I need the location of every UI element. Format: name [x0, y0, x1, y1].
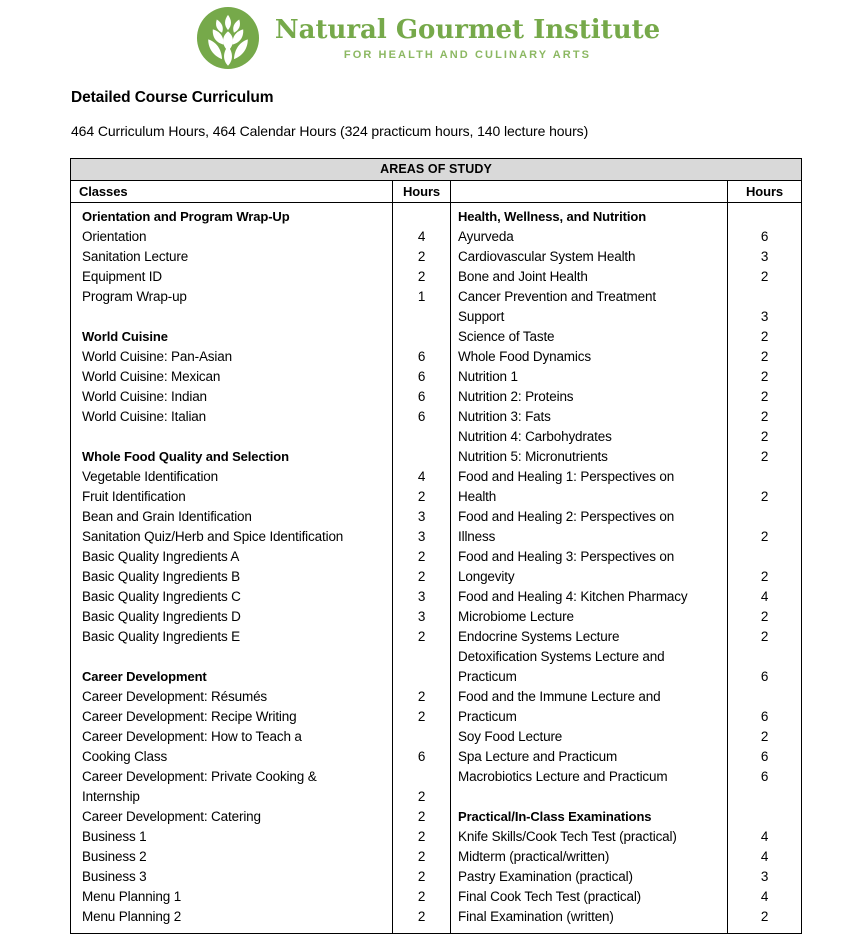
- list-item: Nutrition 4: Carbohydrates: [458, 429, 612, 444]
- column-header-hours-left: Hours: [393, 181, 451, 203]
- hours-value: 3: [760, 249, 769, 264]
- list-item: Practicum: [458, 669, 517, 684]
- hours-value: 2: [417, 689, 426, 704]
- list-item: Internship: [82, 789, 140, 804]
- hours-value: [393, 727, 450, 747]
- hours-value: 2: [417, 629, 426, 644]
- list-item: Science of Taste: [458, 329, 555, 344]
- list-item: Basic Quality Ingredients E: [82, 629, 241, 644]
- hours-value: [393, 307, 450, 327]
- list-item: Career Development: Private Cooking &: [82, 769, 317, 784]
- list-item: Endocrine Systems Lecture: [458, 629, 620, 644]
- hours-value: [728, 787, 801, 807]
- list-item: Nutrition 1: [458, 369, 518, 384]
- list-item: Business 3: [82, 869, 147, 884]
- list-item: Menu Planning 2: [82, 909, 182, 924]
- list-item: Career Development: [82, 669, 207, 684]
- hours-value: 2: [417, 809, 426, 824]
- hours-value: 4: [417, 229, 426, 244]
- list-item: World Cuisine: Mexican: [82, 369, 221, 384]
- list-item: Menu Planning 1: [82, 889, 182, 904]
- hours-value: 2: [760, 269, 769, 284]
- list-item: Nutrition 5: Micronutrients: [458, 449, 608, 464]
- list-item: [71, 307, 392, 327]
- list-item: Orientation: [82, 229, 147, 244]
- hours-value: [728, 547, 801, 567]
- list-item: Career Development: Recipe Writing: [82, 709, 297, 724]
- hours-value: [393, 427, 450, 447]
- page-subtitle: 464 Curriculum Hours, 464 Calendar Hours (324 practicum hours, 140 lecture hours): [71, 123, 589, 139]
- right-classes-cell: [451, 203, 728, 934]
- table-body-row: [71, 203, 802, 934]
- hours-value: [393, 667, 450, 687]
- hours-value: 6: [417, 389, 426, 404]
- list-item: [451, 787, 727, 807]
- column-header-classes-left: Classes: [71, 181, 393, 203]
- list-item: Sanitation Lecture: [82, 249, 189, 264]
- table-header-row: [71, 181, 802, 203]
- hours-value: 2: [417, 869, 426, 884]
- hours-value: 2: [760, 529, 769, 544]
- list-item: Career Development: Catering: [82, 809, 261, 824]
- list-item: Illness: [458, 529, 496, 544]
- hours-value: 4: [760, 829, 769, 844]
- hours-value: [728, 287, 801, 307]
- brand-header: [0, 0, 845, 76]
- list-item: Food and Healing 4: Kitchen Pharmacy: [458, 589, 688, 604]
- hours-value: 2: [417, 889, 426, 904]
- hours-value: [393, 327, 450, 347]
- list-item: World Cuisine: Pan-Asian: [82, 349, 232, 364]
- brand-name: Natural Gourmet Institute: [274, 14, 661, 45]
- right-classes-list: [451, 207, 727, 927]
- left-classes-list: [71, 207, 392, 927]
- list-item: Nutrition 2: Proteins: [458, 389, 574, 404]
- hours-value: 3: [760, 869, 769, 884]
- right-hours-list: [728, 207, 801, 927]
- list-item: Support: [458, 309, 505, 324]
- hours-value: 6: [417, 409, 426, 424]
- hours-value: 2: [417, 549, 426, 564]
- list-item: Orientation and Program Wrap-Up: [82, 209, 290, 224]
- column-header-hours-right: Hours: [728, 181, 802, 203]
- hours-value: 1: [417, 289, 426, 304]
- column-header-classes-right: [451, 181, 728, 203]
- hours-value: 4: [760, 589, 769, 604]
- hours-value: 6: [417, 369, 426, 384]
- hours-value: 6: [760, 229, 769, 244]
- list-item: Business 1: [82, 829, 147, 844]
- list-item: Whole Food Dynamics: [458, 349, 591, 364]
- list-item: World Cuisine: Italian: [82, 409, 207, 424]
- hours-value: 2: [417, 789, 426, 804]
- hours-value: [393, 767, 450, 787]
- list-item: Knife Skills/Cook Tech Test (practical): [458, 829, 677, 844]
- list-item: Cancer Prevention and Treatment: [458, 289, 656, 304]
- areas-of-study-banner: AREAS OF STUDY: [71, 159, 802, 181]
- page-title: Detailed Course Curriculum: [71, 89, 274, 106]
- list-item: Final Examination (written): [458, 909, 614, 924]
- hours-value: 3: [417, 609, 426, 624]
- list-item: Equipment ID: [82, 269, 162, 284]
- hours-value: 2: [760, 449, 769, 464]
- list-item: [71, 427, 392, 447]
- hours-value: 2: [760, 729, 769, 744]
- hours-value: 2: [760, 569, 769, 584]
- list-item: Food and Healing 3: Perspectives on: [458, 549, 675, 564]
- hours-value: 2: [417, 829, 426, 844]
- hours-value: [728, 207, 801, 227]
- list-item: Midterm (practical/written): [458, 849, 610, 864]
- hours-value: 3: [417, 589, 426, 604]
- list-item: Cooking Class: [82, 749, 168, 764]
- list-item: Whole Food Quality and Selection: [82, 449, 289, 464]
- list-item: Longevity: [458, 569, 515, 584]
- list-item: Detoxification Systems Lecture and: [458, 649, 665, 664]
- hours-value: [728, 507, 801, 527]
- list-item: Basic Quality Ingredients B: [82, 569, 241, 584]
- hours-value: 2: [760, 609, 769, 624]
- right-hours-cell: [728, 203, 802, 934]
- list-item: Pastry Examination (practical): [458, 869, 633, 884]
- list-item: Basic Quality Ingredients C: [82, 589, 241, 604]
- list-item: Nutrition 3: Fats: [458, 409, 551, 424]
- list-item: Bone and Joint Health: [458, 269, 588, 284]
- hours-value: 2: [760, 429, 769, 444]
- list-item: Business 2: [82, 849, 147, 864]
- list-item: Ayurveda: [458, 229, 514, 244]
- table-banner-row: [71, 159, 802, 181]
- hours-value: 4: [760, 889, 769, 904]
- hours-value: 2: [760, 349, 769, 364]
- list-item: Vegetable Identification: [82, 469, 219, 484]
- list-item: Career Development: Résumés: [82, 689, 268, 704]
- hours-value: 2: [417, 249, 426, 264]
- hours-value: 3: [417, 529, 426, 544]
- hours-value: 3: [760, 309, 769, 324]
- list-item: Macrobiotics Lecture and Practicum: [458, 769, 668, 784]
- left-hours-list: [393, 207, 450, 927]
- hours-value: 2: [760, 409, 769, 424]
- hours-value: 2: [760, 389, 769, 404]
- list-item: Cardiovascular System Health: [458, 249, 636, 264]
- hours-value: [728, 647, 801, 667]
- hours-value: 2: [417, 269, 426, 284]
- hours-value: 2: [417, 909, 426, 924]
- hours-value: 6: [417, 749, 426, 764]
- hours-value: 2: [417, 849, 426, 864]
- hours-value: 6: [760, 669, 769, 684]
- list-item: Soy Food Lecture: [458, 729, 563, 744]
- list-item: Health: [458, 489, 497, 504]
- hours-value: 2: [760, 489, 769, 504]
- hours-value: [728, 687, 801, 707]
- list-item: World Cuisine: [82, 329, 168, 344]
- hours-value: 6: [760, 709, 769, 724]
- list-item: Final Cook Tech Test (practical): [458, 889, 642, 904]
- hours-value: 2: [760, 909, 769, 924]
- list-item: Health, Wellness, and Nutrition: [458, 209, 647, 224]
- list-item: Spa Lecture and Practicum: [458, 749, 618, 764]
- list-item: [71, 647, 392, 667]
- list-item: Food and Healing 2: Perspectives on: [458, 509, 675, 524]
- list-item: Career Development: How to Teach a: [82, 729, 302, 744]
- hours-value: [728, 807, 801, 827]
- hours-value: 2: [760, 329, 769, 344]
- brand-tagline: FOR HEALTH AND CULINARY ARTS: [343, 48, 592, 61]
- list-item: Food and the Immune Lecture and: [458, 689, 661, 704]
- list-item: Sanitation Quiz/Herb and Spice Identification: [82, 529, 344, 544]
- hours-value: [393, 447, 450, 467]
- hours-value: 2: [417, 489, 426, 504]
- list-item: Bean and Grain Identification: [82, 509, 252, 524]
- curriculum-table: [70, 158, 802, 934]
- hours-value: [393, 647, 450, 667]
- hours-value: 2: [760, 629, 769, 644]
- natural-gourmet-lotus-logo-icon: [195, 5, 261, 71]
- hours-value: 6: [760, 769, 769, 784]
- hours-value: 2: [417, 709, 426, 724]
- left-classes-cell: [71, 203, 393, 934]
- list-item: World Cuisine: Indian: [82, 389, 207, 404]
- hours-value: 3: [417, 509, 426, 524]
- list-item: Fruit Identification: [82, 489, 186, 504]
- hours-value: 2: [760, 369, 769, 384]
- left-hours-cell: [393, 203, 451, 934]
- list-item: Practicum: [458, 709, 517, 724]
- hours-value: 6: [417, 349, 426, 364]
- hours-value: [728, 467, 801, 487]
- list-item: Microbiome Lecture: [458, 609, 574, 624]
- hours-value: 6: [760, 749, 769, 764]
- hours-value: 4: [417, 469, 426, 484]
- list-item: Food and Healing 1: Perspectives on: [458, 469, 675, 484]
- hours-value: 4: [760, 849, 769, 864]
- hours-value: [393, 207, 450, 227]
- list-item: Basic Quality Ingredients D: [82, 609, 241, 624]
- brand-wordmark-block: [275, 15, 660, 62]
- list-item: Program Wrap-up: [82, 289, 187, 304]
- list-item: Basic Quality Ingredients A: [82, 549, 240, 564]
- hours-value: 2: [417, 569, 426, 584]
- list-item: Practical/In-Class Examinations: [458, 809, 652, 824]
